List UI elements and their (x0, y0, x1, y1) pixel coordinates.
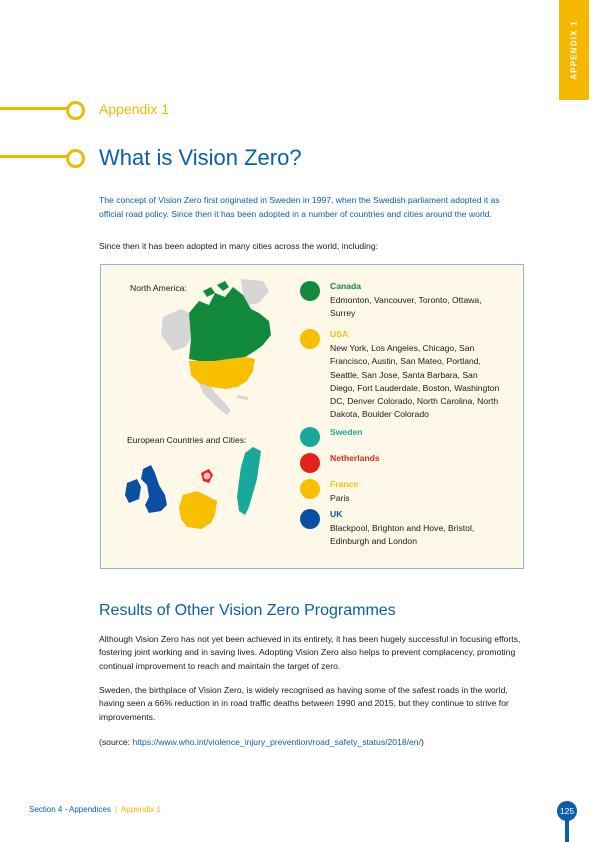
caribbean-shape (237, 395, 249, 400)
footer (29, 805, 161, 814)
source-prefix: (source: (99, 737, 133, 747)
results-paragraph-1: Although Vision Zero has not yet been achieved in its entirety, it has been hugely successful in focusing efforts, fostering joint working and in saving lives. Adopting Vision Zero also helps to prevent complacency, promoting continual improvement to reach and maintain the target of zero. (99, 634, 521, 671)
footer-section: Section 4 - Appendices (29, 805, 111, 814)
legend-name-uk: UK (330, 509, 343, 519)
legend-name-canada: Canada (330, 281, 362, 291)
france-shape (179, 491, 217, 529)
legend-cities-uk: Blackpool, Brighton and Hove, Bristol, Edinburgh and London (330, 523, 475, 547)
results-paragraph-2: Sweden, the birthplace of Vision Zero, is widely recognised as having some of the safest roads in the world, having seen a 66% reduction in in road traffic deaths between 1990 and 2015, but they continue to strive for improvements. (99, 685, 509, 722)
footer-appendix: Appendix 1 (120, 805, 161, 814)
alaska-shape (161, 309, 191, 351)
legend-name-sweden: Sweden (330, 427, 363, 437)
north-america-map (159, 279, 279, 419)
page-number: 125 (557, 801, 577, 821)
page-title: What is Vision Zero? (99, 145, 302, 170)
source-line (99, 736, 524, 749)
north-america-label: North America: (130, 283, 187, 293)
side-tab-label: APPENDIX 1 (569, 20, 579, 80)
results-heading: Results of Other Vision Zero Programmes (99, 602, 396, 619)
appendix-rule (0, 107, 68, 110)
appendix-side-tab (559, 0, 589, 100)
legend-cities-france: Paris (330, 493, 350, 503)
intro-highlight-paragraph: The concept of Vision Zero first originated in Sweden in 1997, when the Swedish parliament adopted it as official road policy. Since then it has been adopted in a number of countries and cities around the world. (99, 195, 500, 219)
uk-dot-icon (300, 509, 320, 529)
legend-cities-usa: New York, Los Angeles, Chicago, San Francisco, Austin, San Mateo, Portland, Seattle, San Jose, Santa Barbara, San Diego, Fort Lauderdale, Boston, Washington DC, Denver Colorado, North Carolina, North Dakota, Boulder Colorado (330, 343, 500, 420)
legend-name-netherlands: Netherlands (330, 453, 380, 463)
title-rule-circle (66, 149, 85, 168)
sweden-dot-icon (300, 427, 320, 447)
uk-shape (141, 465, 167, 513)
appendix-label: Appendix 1 (99, 101, 170, 117)
usa-shape (189, 357, 255, 389)
legend-name-france: France (330, 479, 359, 489)
europe-map (121, 439, 271, 534)
footer-separator: | (114, 805, 117, 814)
sweden-shape (237, 447, 261, 515)
vision-zero-map-box (100, 264, 524, 569)
source-suffix: ) (420, 737, 424, 747)
appendix-rule-circle (66, 101, 85, 120)
netherlands-dot-icon (300, 453, 320, 473)
ireland-shape (125, 479, 141, 503)
source-link[interactable]: https://www.who.int/violence_injury_prevention/road_safety_status/2018/en/ (132, 737, 421, 747)
legend-name-usa: USA (330, 329, 349, 339)
france-dot-icon (300, 479, 320, 499)
europe-label: European Countries and Cities: (127, 435, 247, 445)
canada-dot-icon (300, 281, 320, 301)
title-rule (0, 155, 68, 158)
page-number-stem (565, 819, 569, 842)
intro-lead-paragraph: Since then it has been adopted in many cities across the world, including: (99, 241, 378, 251)
usa-dot-icon (300, 329, 320, 349)
legend-cities-canada: Edmonton, Vancouver, Toronto, Ottawa, Surrey (330, 295, 482, 319)
